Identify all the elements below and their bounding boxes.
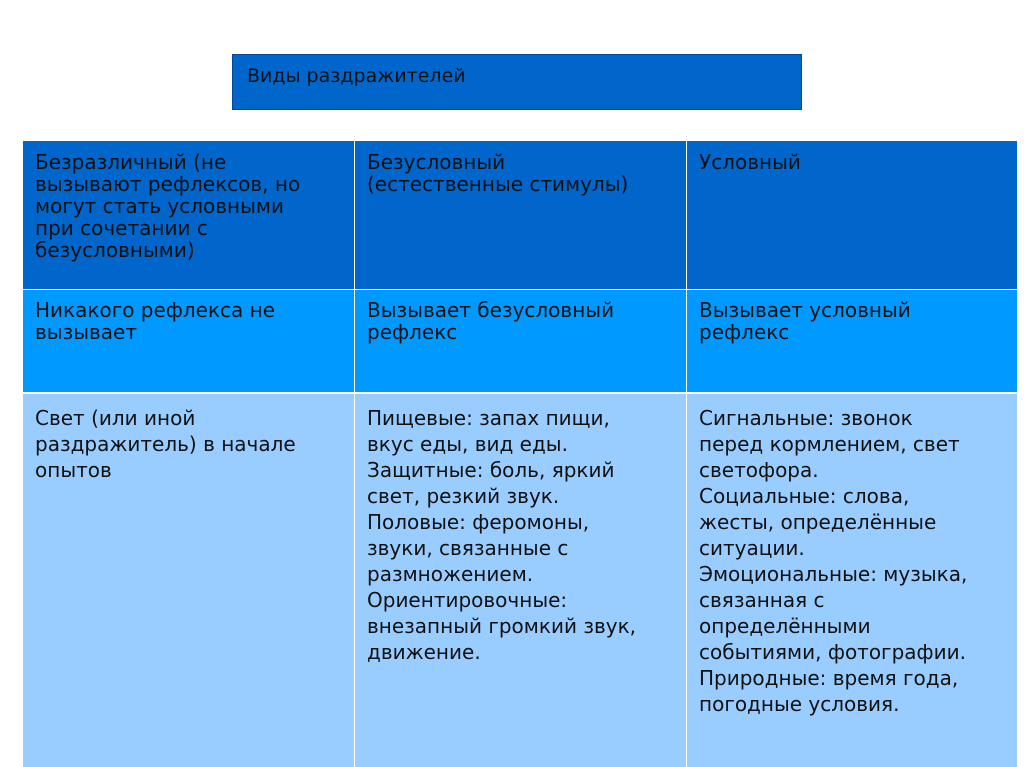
table-row: [23, 393, 1018, 767]
cell-text-unconditioned: Безусловный (естественные стимулы): [367, 150, 629, 196]
cell-text: Свет (или иной раздражитель) в начале опытов: [35, 406, 296, 482]
cell-text: Сигнальные: звонок перед кормлением, свет светофора. Социальные: слова, жесты, определённые ситуации. Эмоциональные: музыка, связанная с определёнными событиями, фотографии. Природные: время года, погодные условия.: [699, 406, 968, 716]
table-cell: [355, 141, 687, 289]
cell-text: Никакого рефлекса не вызывает: [35, 297, 276, 344]
cell-text: Вызывает безусловный рефлекс: [367, 297, 615, 344]
table-cell: [687, 141, 1018, 289]
cell-text: Пищевые: запах пищи, вкус еды, вид еды. Защитные: боль, яркий свет, резкий звук. Половые: феромоны, звуки, связанные с размножением. Ориентировочные: внезапный громкий звук, движение.: [367, 406, 637, 664]
table-row: [23, 289, 1018, 393]
title-box: [232, 54, 802, 110]
table-cell: [687, 393, 1018, 767]
table-cell: [687, 289, 1018, 393]
cell-text-conditioned: Условный: [699, 150, 801, 174]
cell-text: Вызывает условный рефлекс: [699, 297, 911, 344]
table-header-row: [23, 141, 1018, 289]
table-cell: [23, 289, 355, 393]
table-cell: [355, 289, 687, 393]
cell-text-indifferent: Безразличный (не вызывают рефлексов, но могут стать условными при сочетании с безусловными): [35, 150, 301, 262]
slide-title: Виды раздражителей: [247, 65, 466, 87]
stimulus-table: [22, 141, 1018, 767]
table-cell: [355, 393, 687, 767]
table-cell: [23, 393, 355, 767]
table-cell: [23, 141, 355, 289]
